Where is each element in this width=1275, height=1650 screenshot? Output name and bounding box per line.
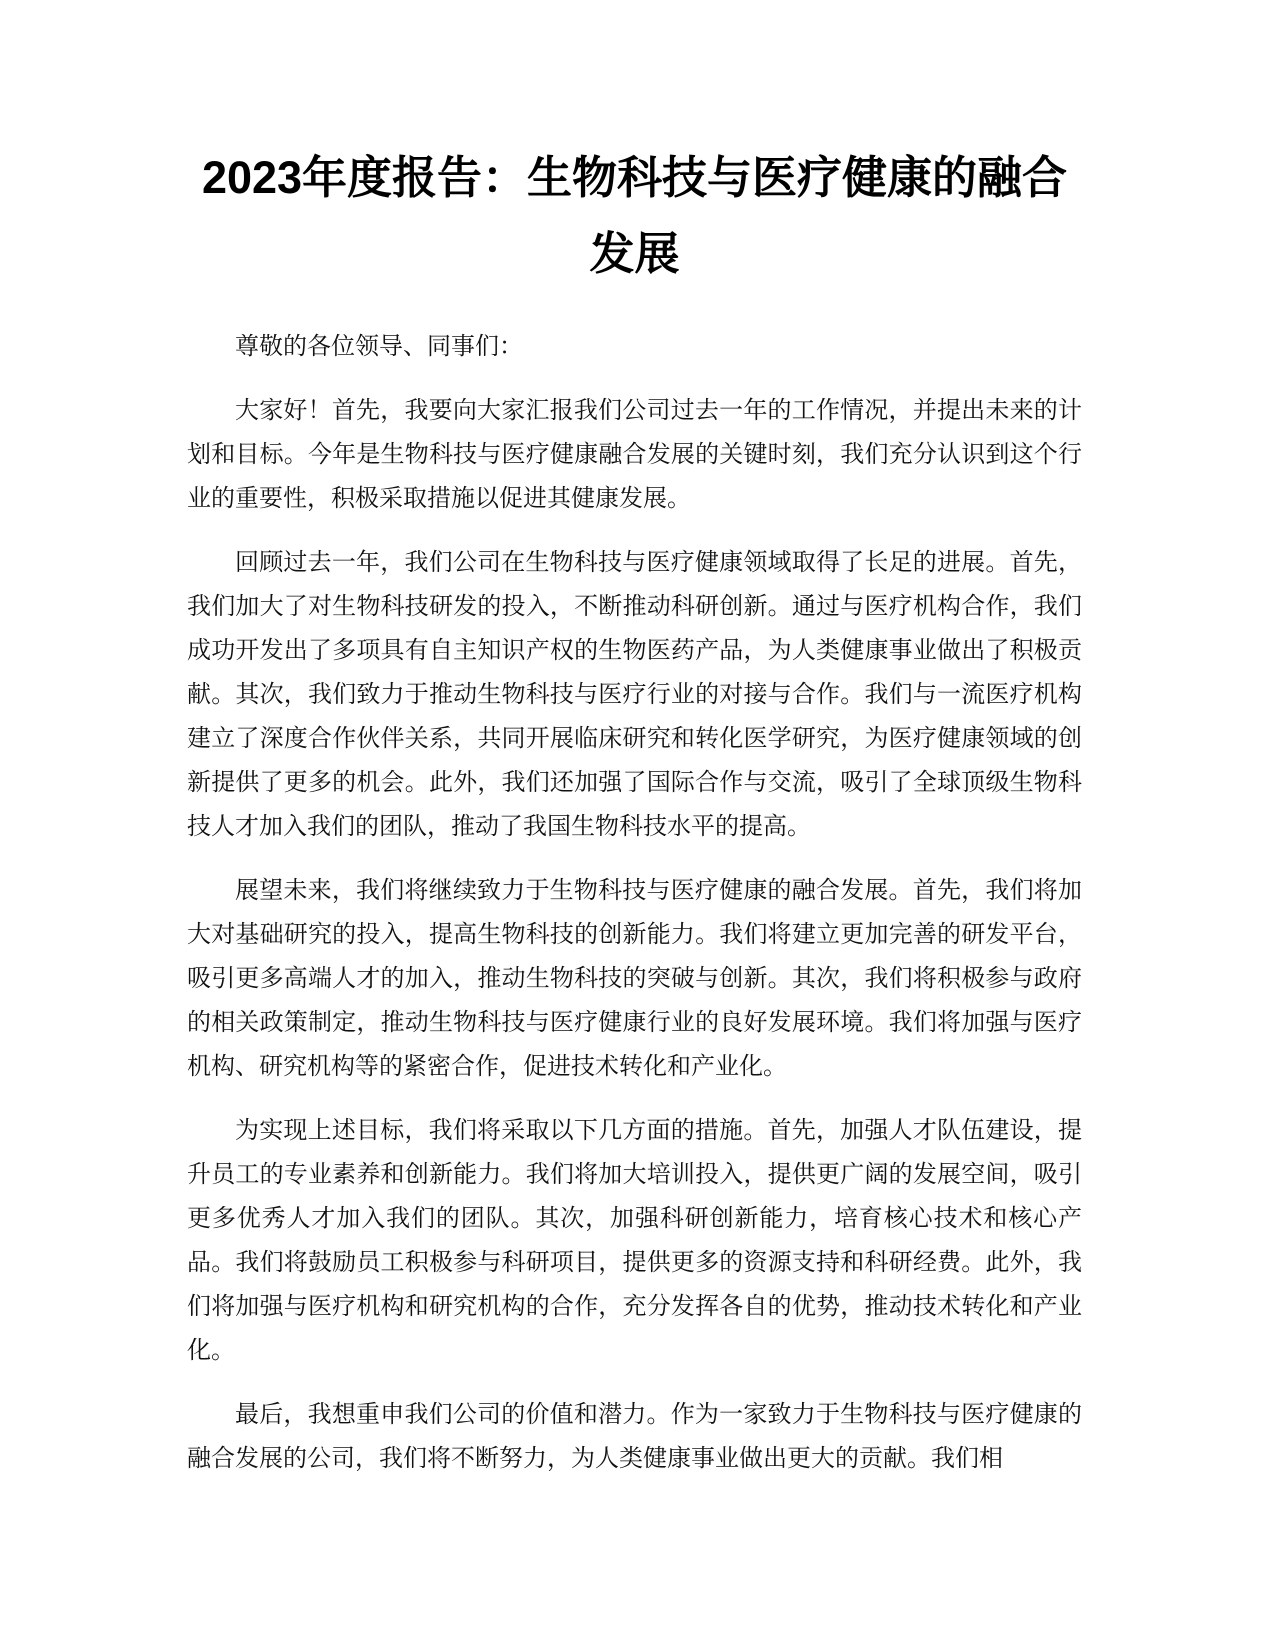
body-paragraph: 最后，我想重申我们公司的价值和潜力。作为一家致力于生物科技与医疗健康的融合发展的公司，我们将不断努力，为人类健康事业做出更大的贡献。我们相 — [187, 1400, 1082, 1472]
salutation-paragraph: 尊敬的各位领导、同事们： — [235, 332, 523, 360]
document-title: 2023年度报告：生物科技与医疗健康的融合发展 — [201, 152, 1068, 279]
document-body — [187, 140, 1082, 1500]
body-paragraph: 回顾过去一年，我们公司在生物科技与医疗健康领域取得了长足的进展。首先，我们加大了对生物科技研发的投入，不断推动科研创新。通过与医疗机构合作，我们成功开发出了多项具有自主知识产权的生物医药产品，为人类健康事业做出了积极贡献。其次，我们致力于推动生物科技与医疗行业的对接与合作。我们与一流医疗机构建立了深度合作伙伴关系，共同开展临床研究和转化医学研究，为医疗健康领域的创新提供了更多的机会。此外，我们还加强了国际合作与交流，吸引了全球顶级生物科技人才加入我们的团队，推动了我国生物科技水平的提高。 — [187, 548, 1082, 840]
body-paragraph: 展望未来，我们将继续致力于生物科技与医疗健康的融合发展。首先，我们将加大对基础研究的投入，提高生物科技的创新能力。我们将建立更加完善的研发平台，吸引更多高端人才的加入，推动生物科技的突破与创新。其次，我们将积极参与政府的相关政策制定，推动生物科技与医疗健康行业的良好发展环境。我们将加强与医疗机构、研究机构等的紧密合作，促进技术转化和产业化。 — [187, 876, 1082, 1080]
paragraph-list — [187, 324, 1082, 1480]
body-paragraph: 为实现上述目标，我们将采取以下几方面的措施。首先，加强人才队伍建设，提升员工的专业素养和创新能力。我们将加大培训投入，提供更广阔的发展空间，吸引更多优秀人才加入我们的团队。其次，加强科研创新能力，培育核心技术和核心产品。我们将鼓励员工积极参与科研项目，提供更多的资源支持和科研经费。此外，我们将加强与医疗机构和研究机构的合作，充分发挥各自的优势，推动技术转化和产业化。 — [187, 1116, 1082, 1364]
body-paragraph: 大家好！首先，我要向大家汇报我们公司过去一年的工作情况，并提出未来的计划和目标。今年是生物科技与医疗健康融合发展的关键时刻，我们充分认识到这个行业的重要性，积极采取措施以促进其健康发展。 — [187, 396, 1082, 512]
